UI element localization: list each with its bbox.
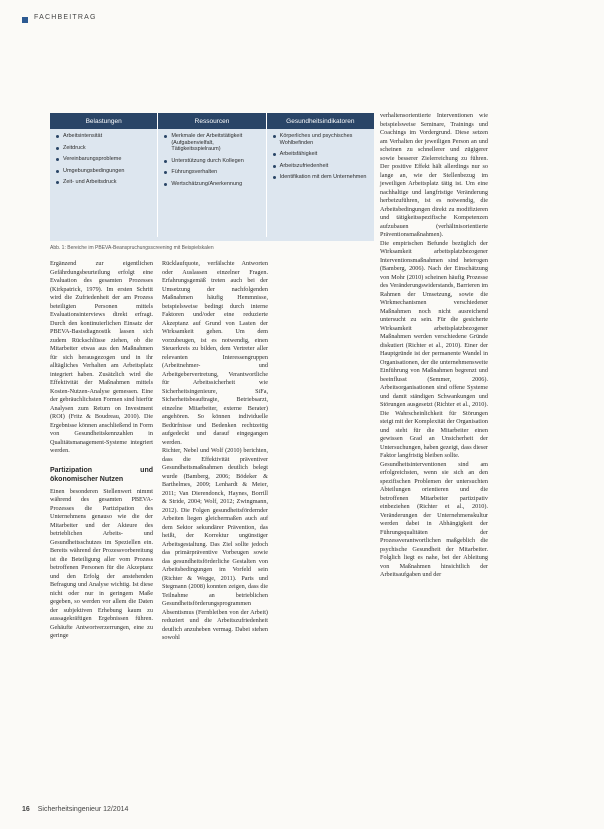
figure-item: Arbeitsintensität [56,133,153,140]
figure-item: Arbeitsfähigkeit [273,151,370,158]
figure-item: Zeitdruck [56,145,153,152]
figure-col-belastungen [50,129,158,237]
subheading: Partizipation und ökonomischer Nutzen [50,466,153,483]
figure-item: Arbeitszufriedenheit [273,163,370,170]
paragraph: Rücklaufquote, verfälschte Antworten oder Auslassen einzelner Fragen. Erfahrungsgemäß treten auch bei der Umsetzung der nachfolgenden Maßnahmen häufig Hemmnisse, beispielsweise bedingt durch interne Faktoren und/oder eine reduzierte Akzeptanz auf Grund von Lasten der Wirksamkeit gehen. Um dem vorzubeugen, ist es notwendig, einen Steuerkreis zu bilden, dem Vertreter aller relevanten Interessengruppen (Arbeitnehmer- und Arbeitgebervertretung, Verantwortliche für Arbeitssicherheit wie Sicherheitsingenieure, SiFa, Sicherheitsbeauftragte, Betriebsarzt, einzelne Mitarbeiter, externe Berater) angehören. So können individuelle Bedürfnisse und Bedenken rechtzeitig aufgedeckt und darauf eingegangen werden. [162,260,268,446]
figure-item: Vereinbarungsprobleme [56,156,153,163]
page-number: 16 [22,806,30,813]
figure-col-title-2: Ressourcen [158,113,266,129]
text-column-2 [162,260,268,643]
figure-col-title-3: Gesundheitsindikatoren [286,117,355,125]
figure-item: Umgebungsbedingungen [56,168,153,175]
header-square-icon [22,17,28,23]
paragraph: Einen besonderen Stellenwert nimmt während des gesamten PBEVA-Prozesses die Partizipation des Unternehmens genauso wie die der Mitarbeiter und der Akteure des betrieblichen Arbeits- und Gesundheitsschutzes im Speziellen ein. Bereits während der Prozessvorbereitung ist die Beteiligung aller vom Prozess betroffenen Personen für die Akzeptanz und den Erfolg der anstehenden Befragung und Analyse wichtig. Ist diese nicht oder nur in geringem Maße gegeben, so werden vor allem die Daten der subjektiven Erhebung kaum zu aussagekräftigen Ergebnissen führen. Gehäufte Antwortverzerrungen, eine zu geringe [50,487,153,639]
figure-col-ressourcen [158,129,266,237]
paragraph: Die empirischen Befunde bezüglich der Wirksamkeit arbeitsplatzbezogener Interventionsmaßnahmen sind heterogen (Bamberg, 2006). Nach der Einschätzung von Mohr (2010) scheinen häufig Prozesse des Veränderungswiderstands, Barrieren im Rahmen der Umsetzung, sowie die Wirkmechanismen verschiedener Maßnahmen noch nicht ausreichend untersucht zu sein. Für die gesicherte Wirksamkeit arbeitsplatzbezogener Maßnahmen werden verschiedene Gründe diskutiert (Richter et al., 2010). Einer der Hauptgründe ist der permanente Wandel in Organisationen, der die unternehmensweite Einführung von Maßnahmen begrenzt und beeinflusst (Semmer, 2006). Arbeitsorganisationen sind offene Systeme und damit ständigen Schwankungen und Störungen ausgesetzt (Richter et al., 2010). Die Wahrscheinlichkeit für Störungen steigt mit der Komplexität der Organisation und steht für die Mitarbeiter einen gewissen Grad an Unsicherheit der Untersuchungen, haben gezeigt, dass dieser Faktor langfristig bleiben sollte. [380,239,488,459]
paragraph: Richter, Nebel und Wolf (2010) berichten, dass die Effektivität präventiver Gesundheitsmaßnahmen deutlich belegt wurde (Bamberg, 2006; Bödeker & Barthelmes, 2009; Lenhardt & Meier, 2011; Van Dierendonck, Haynes, Borrill & Stride, 2004; Wolf, 2012; Zwingmann, 2012). Die Folgen gesundheitsfördernder Arbeiten liegen gleichermaßen auch auf dem Sektor sekundärer Prävention, das heißt, der Korrektur ungünstiger Arbeitsgestaltung. Das Ziel sollte jedoch das primärpräventive Vorbeugen sowie das gesundheitsförderliche Gestalten von Arbeitsbedingungen im Vorfeld sein (Richter & Wegge, 2011). Paris und Stegmann (2008) konnten zeigen, dass die Teilnahme an betrieblichen Gesundheitsförderungsprogrammen Absentismus (Fernbleiben von der Arbeit) reduziert und die Arbeitszufriedenheit deutlich anzuheben vermag. Dabei stehen sowohl [162,447,268,641]
text-column-1 [50,260,153,641]
figure-table [50,113,374,241]
figure-item: Merkmale der Arbeitstätigkeit (Aufgabenvielfalt, Tätigkeitsspielraum) [164,133,261,153]
section-header [22,14,582,26]
page-footer [22,806,128,813]
journal-name: Sicherheitsingenieur 12/2014 [37,806,129,813]
paragraph: Ergänzend zur eigentlichen Gefährdungsbeurteilung erfolgt eine Evaluation des gesamten Prozesses (Kirkpatrick, 1979). Im ersten Schritt wird die Zufriedenheit der am Prozess beteiligten Personen mittels Evaluationsinterviews direkt erfragt. Durch den kontinuierlichen Einsatz der PBEVA-Basisdiagnostik lassen sich zudem Rückschlüsse ziehen, ob die Mitarbeiter etwas aus den Maßnahmen für sich herausgezogen und in ihr alltägliches Verhalten am Arbeitsplatz integriert haben. Zusätzlich wird die Effektivität der Maßnahmen mittels Kosten-Nutzen-Analyse gemessen. Eine der gebräuchlichsten Formen sind hierfür Analysen zum Return on Investment (ROI) (Fritz & Boudreau, 2010). Die Ergebnisse können anschließend in Form von Gesundheitskennzahlen in Qualitätsmanagement-Systeme integriert werden. [50,260,153,454]
figure-header-row [50,113,374,129]
figure-caption: Abb. 1: Bereiche im PBEVA-Beanspruchungsscreening mit Beispielskalen [50,245,214,251]
figure-col-title-1: Belastungen [50,113,158,129]
figure-item: Unterstützung durch Kollegen [164,158,261,165]
figure-item: Führungsverhalten [164,169,261,176]
text-column-3 [380,112,488,580]
figure-item: Identifikation mit dem Unternehmen [273,174,370,181]
paragraph: verhaltensorientierte Interventionen wie beispielsweise Seminare, Trainings und Coachings im Vordergrund. Diese setzen am Verhalten der jeweiligen Person an und scheinen zu schnellerer und zügigerer sowie besserer Zielerreichung zu führen. Der positive Effekt hält allerdings nur so lange an, wie der Stellenbezug im jeweiligen Arbeitsplatz tätig ist. Um eine nachhaltige und langfristige Veränderung herbeizuführen, ist es notwendig, die Arbeitsbedingungen direkt zu modifizieren und tätigkeitsspezifische Kompetenzen aufzubauen (verhältnisorientierte Präventionsmaßnahmen). [380,112,488,238]
figure-item: Körperliches und psychisches Wohlbefinden [273,133,370,146]
figure-item: Zeit- und Arbeitsdruck [56,179,153,186]
paragraph: Gesundheitsinterventionen sind am erfolgreichsten, wenn sie sich an den spezifischen Problemen der untersuchten Abteilungen orientieren und die betroffenen Mitarbeiter partizipativ einbeziehen (Richter et al., 2010). Veränderungen der Unternehmenskultur werden dabei in Abhängigkeit der Führungsqualitäten der Prozessverantwortlichen maßgeblich die psychische Gesundheit der Mitarbeiter. Folglich liegt es nahe, bei der Ableitung von Maßnahmen hinsichtlich der Arbeitsaufgaben und der [380,460,488,578]
section-label: FACHBEITRAG [34,14,97,21]
figure-item: Wertschätzung/Anerkennung [164,181,261,188]
figure-col-gesundheit [267,129,374,237]
